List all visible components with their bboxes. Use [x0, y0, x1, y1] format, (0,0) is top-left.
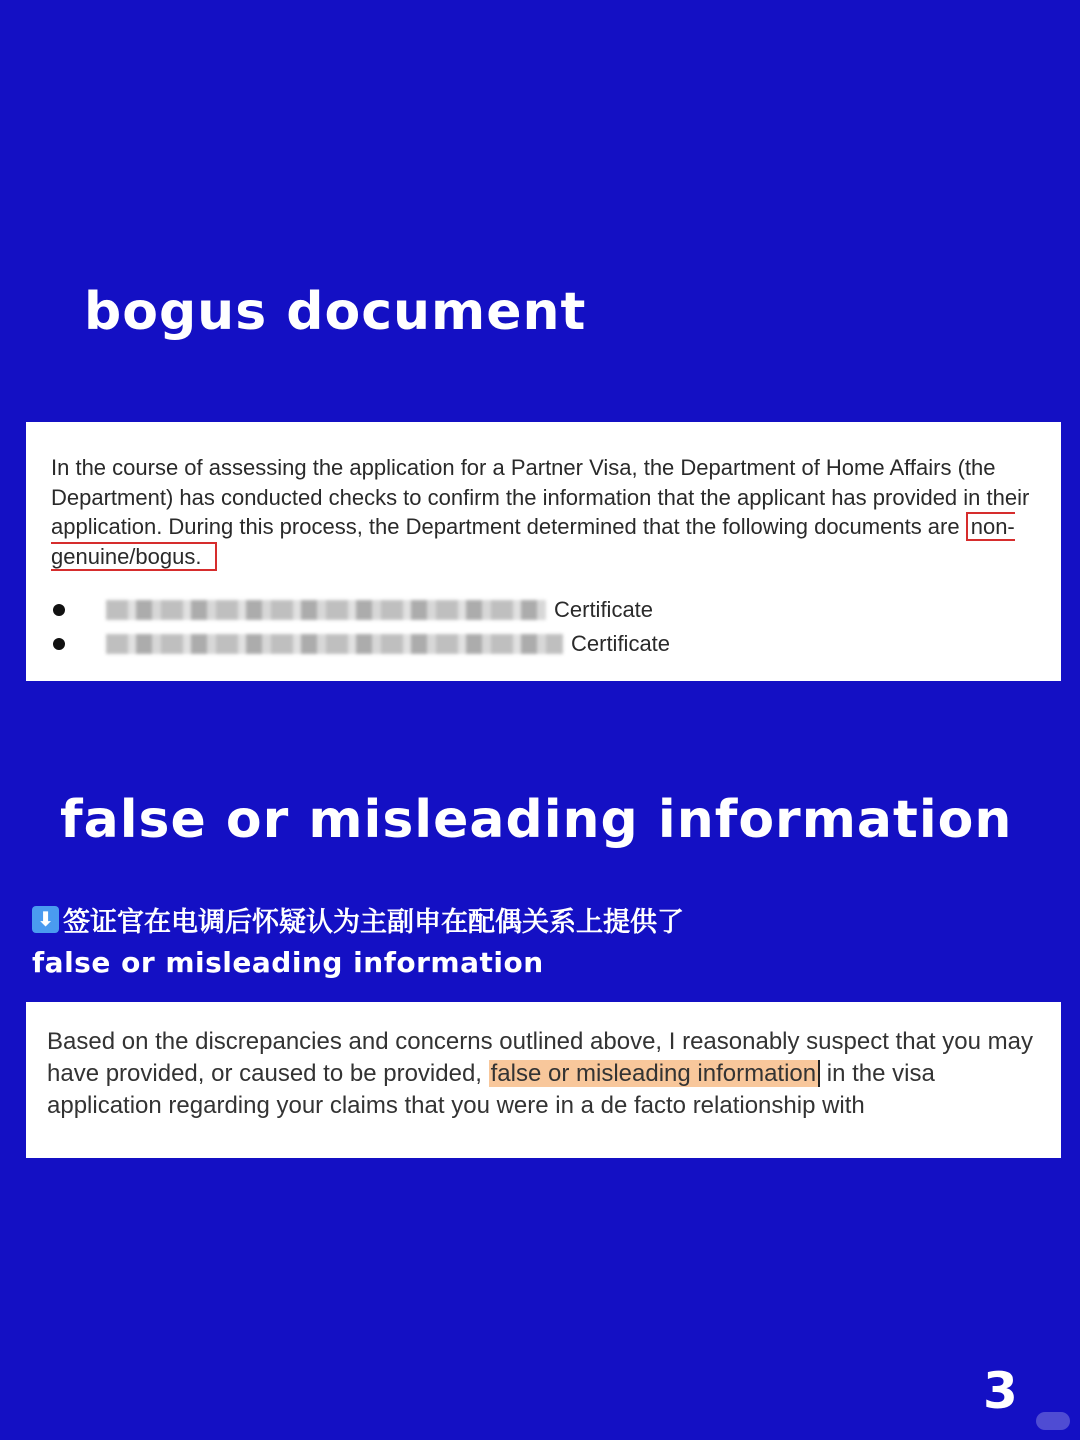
- list-item-label: Certificate: [571, 631, 671, 656]
- highlighted-phrase-box: non-genuine/bogus.: [51, 514, 1015, 569]
- note-line-2: false or misleading information: [32, 946, 544, 979]
- redacted-text: [106, 634, 563, 654]
- down-arrow-icon: ⬇: [32, 906, 59, 933]
- excerpt-paragraph: [47, 1026, 1041, 1122]
- false-information-heading: false or misleading information: [60, 790, 1013, 850]
- excerpt-paragraph: [51, 453, 1041, 571]
- document-list: [51, 593, 1041, 661]
- bullet-icon: [53, 604, 65, 616]
- note-line-1: [32, 900, 684, 938]
- paragraph-text: In the course of assessing the application for a Partner Visa, the Department of Home Affairs (the Department) has conducted checks to confirm the information that the applicant has provided in their application. During this process, the Department determined that the following documents are: [51, 455, 1030, 539]
- list-item: [51, 627, 1041, 661]
- page-number: 3: [983, 1362, 1018, 1420]
- redacted-text: [106, 600, 546, 620]
- paragraph-text-end: in the visa application regarding your claims that you were in a de facto relationship with: [47, 1060, 935, 1119]
- bogus-document-heading: bogus document: [84, 282, 587, 342]
- note-text-chinese: 签证官在电调后怀疑认为主副申在配偶关系上提供了: [63, 906, 684, 938]
- paragraph-text: Based on the discrepancies and concerns outlined above, I reasonably suspect that you may have provided, or caused to be provided,: [47, 1028, 1033, 1087]
- watermark-logo: [1036, 1412, 1070, 1430]
- explanatory-note: [32, 900, 684, 979]
- false-information-excerpt: [26, 1002, 1061, 1158]
- list-item: [51, 593, 1041, 627]
- bogus-document-excerpt: [26, 422, 1061, 681]
- bullet-icon: [53, 638, 65, 650]
- list-item-label: Certificate: [554, 597, 654, 622]
- highlighted-phrase: false or misleading information: [489, 1060, 821, 1087]
